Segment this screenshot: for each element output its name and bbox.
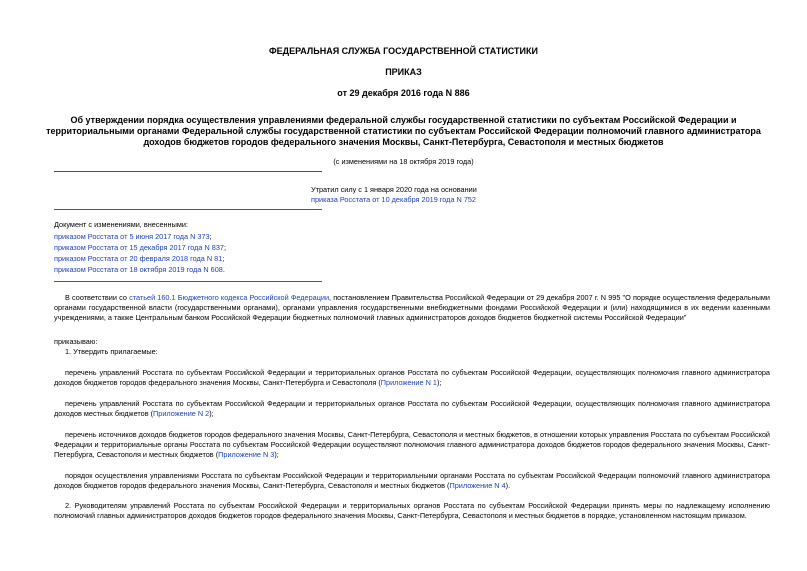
title-line-3: доходов бюджетов городов федерального значения Москвы, Санкт-Петербурга, Севастополя и местных бюджетов xyxy=(143,137,664,147)
changes-list-item xyxy=(54,254,224,264)
change-sep: ; xyxy=(222,254,225,263)
preamble-text-1: В соответствии со xyxy=(65,293,130,302)
list-item-end: ); xyxy=(436,378,442,387)
list-item-4 xyxy=(54,471,770,491)
preamble-paragraph xyxy=(54,293,770,323)
separator-2 xyxy=(54,209,322,210)
appendix-4-link[interactable]: Приложение N 4 xyxy=(449,481,506,490)
doc-type: ПРИКАЗ xyxy=(385,67,422,77)
list-item-end: ); xyxy=(274,450,279,459)
item-1: 1. Утвердить прилагаемые: xyxy=(65,347,158,356)
agency-name: ФЕДЕРАЛЬНАЯ СЛУЖБА ГОСУДАРСТВЕННОЙ СТАТИСТИКИ xyxy=(269,46,538,56)
change-sep: ; xyxy=(223,243,226,252)
change-sep: ; xyxy=(209,232,212,241)
repeal-notice: Утратил силу с 1 января 2020 года на основании xyxy=(311,185,477,194)
list-item-text: перечень управлений Росстата по субъектам Российской Федерации и территориальных органов Росстата по субъектам Российской Федерации, осуществляющих полномочия главного администратора доходов местных бюджетов ( xyxy=(54,399,770,418)
change-sep: . xyxy=(222,265,225,274)
item-2: 2. Руководителям управлений Росстата по субъектам Российской Федерации и территориальных органов Росстата по субъектам Российской Федерации принять меры по надлежащему исполнению полномочий главных администраторов доходов бюджетов городов федерального значения Москвы, Санкт-Петербурга, Севастополя и местных бюджетов в порядке, установленном настоящим приказом. xyxy=(54,501,770,520)
appendix-2-link[interactable]: Приложение N 2 xyxy=(153,409,210,418)
change-order-link[interactable]: приказом Росстата от 18 октября 2019 года N 608 xyxy=(54,265,223,274)
budget-code-link[interactable]: статьей 160.1 Бюджетного кодекса Российской Федерации xyxy=(129,293,330,302)
doc-date-number: от 29 декабря 2016 года N 886 xyxy=(337,88,470,98)
separator-1 xyxy=(54,171,322,172)
changes-list-item xyxy=(54,265,225,275)
title-line-2: территориальными органами Федеральной службы государственной статистики по субъектам Российской Федерации полномочий главного администратора xyxy=(46,126,761,136)
changes-list-item xyxy=(54,243,226,253)
change-order-link[interactable]: приказом Росстата от 5 июня 2017 года N 373 xyxy=(54,232,210,241)
preamble-text-2: , постановлением Правительства Российской Федерации от 29 декабря 2007 г. N 995 "О порядке осуществления федеральными органами государственной власти (государственными органами), органами управления государственными внебюджетными фондами Российской Федерации и (или) находящимися в их ведении казенными учреждениями, а также Центральным банком Российской Федерации бюджетных полномочий главных администраторов доходов бюджетов бюджетной системы Российской Федерации" xyxy=(54,293,770,322)
change-order-link[interactable]: приказом Росстата от 20 февраля 2018 года N 81 xyxy=(54,254,223,263)
list-item-text: порядок осуществления управлениями Росстата по субъектам Российской Федерации и территориальными органами Росстата по субъектам Российской Федерации полномочий главного администратора доходов бюджетов городов федерального значения Москвы, Санкт-Петербурга, Севастополя и местных бюджетов ( xyxy=(54,471,770,490)
change-order-link[interactable]: приказом Росстата от 15 декабря 2017 года N 837 xyxy=(54,243,224,252)
list-item-end: ). xyxy=(505,481,511,490)
list-item-text: перечень источников доходов бюджетов городов федерального значения Москвы, Санкт-Петербурга, Севастополя и местных бюджетов, в отношении которых управления Росстата по субъектам Российской Федерации и территориальные органы Росстата по субъектам Российской Федерации осуществляют полномочия главного администратора доходов бюджетов городов федерального значения Москвы, Санкт-Петербурга, Севастополя и местных бюджетов ( xyxy=(54,430,770,459)
amendment-note: (с изменениями на 18 октября 2019 года) xyxy=(333,157,474,166)
appendix-1-link[interactable]: Приложение N 1 xyxy=(380,378,437,387)
list-item-2 xyxy=(54,399,770,419)
separator-3 xyxy=(54,281,322,282)
list-item-end: ); xyxy=(209,409,214,418)
repeal-order-link[interactable]: приказа Росстата от 10 декабря 2019 года N 752 xyxy=(311,195,476,204)
list-item-3 xyxy=(54,430,770,460)
order-word: приказываю: xyxy=(54,337,98,346)
list-item-1 xyxy=(54,368,770,388)
changes-list-item xyxy=(54,232,212,242)
title-line-1: Об утверждении порядка осуществления управлениями федеральной службы государственной статистики по субъектам Российской Федерации и xyxy=(70,115,737,125)
list-item-text: перечень управлений Росстата по субъектам Российской Федерации и территориальных органов Росстата по субъектам Российской Федерации, осуществляющих полномочия главного администратора доходов бюджетов городов федерального значения Москвы, Санкт-Петербурга и Севастополя ( xyxy=(54,368,770,387)
changes-intro: Документ с изменениями, внесенными: xyxy=(54,220,188,229)
repeal-link-wrap xyxy=(311,195,476,205)
appendix-3-link[interactable]: Приложение N 3 xyxy=(218,450,275,459)
